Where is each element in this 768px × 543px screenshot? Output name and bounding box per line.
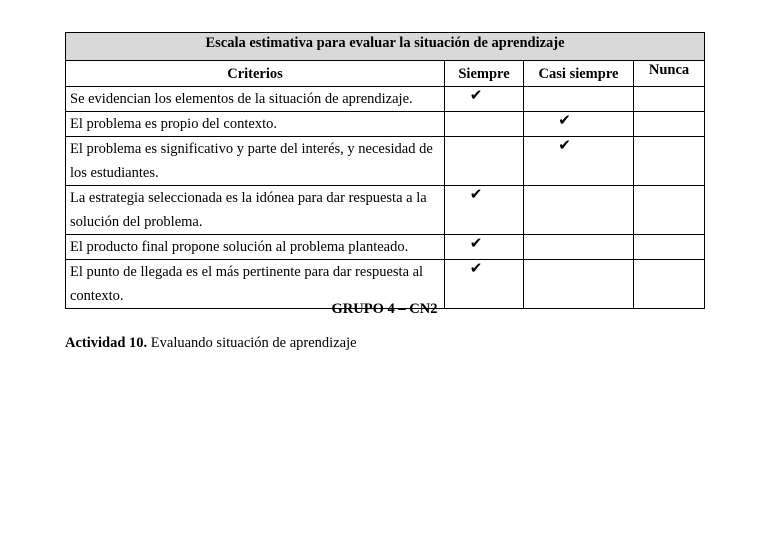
header-siempre: Siempre	[445, 61, 524, 87]
check-icon: ✔	[524, 112, 634, 137]
criterion-cell: El problema es propio del contexto.	[66, 112, 445, 137]
evaluation-scale-table	[65, 32, 705, 309]
check-icon: ✔	[445, 186, 524, 235]
criterion-cell: El problema es significativo y parte del interés, y necesidad de los estudiantes.	[66, 137, 445, 186]
check-icon: ✔	[524, 137, 634, 186]
check-cell-siempre	[445, 137, 524, 186]
criterion-cell: La estrategia seleccionada es la idónea para dar respuesta a la solución del problema.	[66, 186, 445, 235]
check-cell-nunca	[634, 87, 705, 112]
table-header-row	[66, 61, 705, 87]
check-cell-siempre	[445, 112, 524, 137]
activity-heading	[65, 335, 357, 352]
table-row	[66, 87, 705, 112]
check-icon: ✔	[445, 235, 524, 260]
activity-text: Evaluando situación de aprendizaje	[147, 335, 357, 351]
activity-label: Actividad 10.	[65, 335, 148, 351]
criterion-cell: El punto de llegada es el más pertinente para dar respuesta al contexto.	[66, 260, 445, 309]
check-cell-nunca	[634, 235, 705, 260]
table-row	[66, 186, 705, 235]
header-criterios: Criterios	[66, 61, 445, 87]
check-cell-nunca	[634, 112, 705, 137]
table-row	[66, 235, 705, 260]
check-cell-casi-siempre	[524, 186, 634, 235]
group-label: GRUPO 4 – CN2	[331, 301, 438, 317]
header-casi-siempre: Casi siempre	[524, 61, 634, 87]
table-title: Escala estimativa para evaluar la situación de aprendizaje	[66, 33, 705, 61]
header-nunca: Nunca	[634, 61, 705, 87]
check-cell-nunca	[634, 186, 705, 235]
criterion-cell: El producto final propone solución al problema planteado.	[66, 235, 445, 260]
check-cell-casi-siempre	[524, 235, 634, 260]
check-icon: ✔	[445, 87, 524, 112]
check-icon: ✔	[445, 260, 524, 309]
criterion-cell: Se evidencian los elementos de la situación de aprendizaje.	[66, 87, 445, 112]
check-cell-casi-siempre	[524, 87, 634, 112]
table-title-row	[66, 33, 705, 61]
table-row	[66, 112, 705, 137]
table-row	[66, 137, 705, 186]
check-cell-nunca	[634, 137, 705, 186]
